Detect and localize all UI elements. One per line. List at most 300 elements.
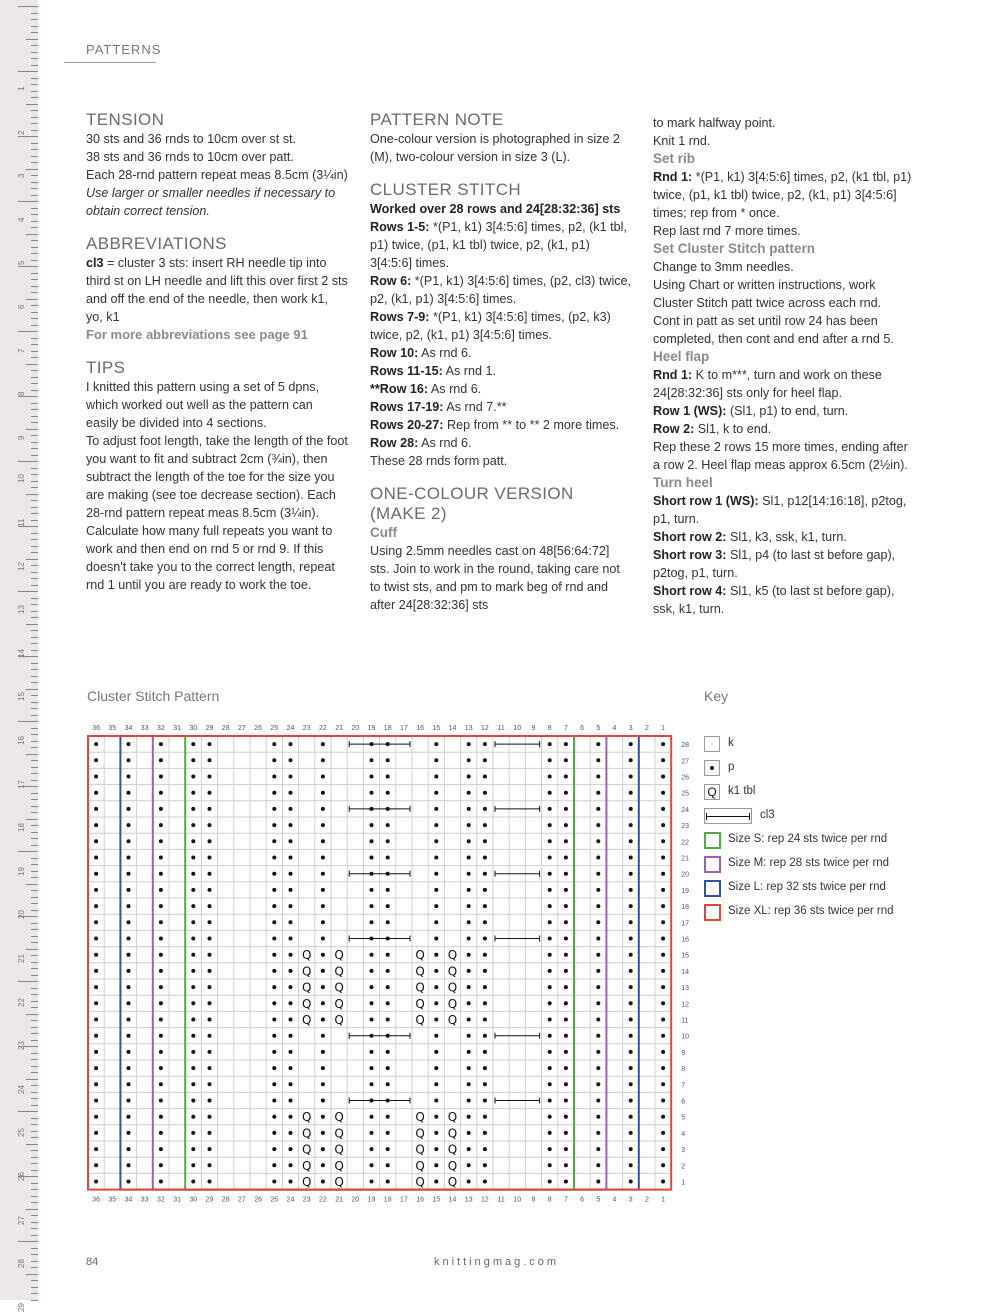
purl-dot <box>94 1082 98 1086</box>
purl-dot <box>94 1034 98 1038</box>
ruler-tick <box>31 149 38 150</box>
ruler-label: 20 <box>17 910 26 920</box>
heel-flap-label: Row 2: <box>653 422 695 436</box>
purl-dot <box>159 953 163 957</box>
purl-dot <box>289 1115 293 1119</box>
column-number-label: 24 <box>286 1196 295 1204</box>
column-2 <box>370 110 632 614</box>
purl-dot <box>370 1131 374 1135</box>
purl-dot <box>321 1034 325 1038</box>
ruler-tick <box>31 565 38 566</box>
column-number-label: 2 <box>644 725 649 732</box>
ruler-tick <box>31 513 38 514</box>
ruler-tick <box>26 624 38 625</box>
purl-dot <box>596 1131 600 1135</box>
purl-dot <box>661 937 665 941</box>
abbreviation-entry <box>86 254 348 326</box>
ruler-tick <box>31 780 38 781</box>
set-rib-repeat: Rep last rnd 7 more times. <box>653 224 801 238</box>
cluster-stitch-intro: Worked over 28 rows and 24[28:32:36] sts <box>370 202 621 216</box>
ruler-tick <box>31 650 38 651</box>
purl-dot <box>127 1180 131 1184</box>
purl-dot <box>548 1147 552 1151</box>
ruler-label: 28 <box>17 1259 26 1269</box>
purl-dot <box>94 1131 98 1135</box>
ruler-tick <box>31 435 38 436</box>
purl-dot <box>661 1131 665 1135</box>
purl-dot <box>370 888 374 892</box>
purl-dot <box>159 1034 163 1038</box>
purl-dot <box>159 920 163 924</box>
ruler-tick <box>31 1098 38 1099</box>
cluster-row <box>370 398 632 416</box>
purl-dot <box>483 953 487 957</box>
row-number-label: 18 <box>681 904 689 912</box>
purl-dot <box>386 758 390 762</box>
cluster-stitch-chart <box>86 718 690 1214</box>
ruler-tick <box>31 45 38 46</box>
row-number-label: 23 <box>681 823 689 831</box>
column-number-label: 16 <box>416 725 424 732</box>
purl-dot <box>127 823 131 827</box>
purl-dot <box>483 1115 487 1119</box>
purl-dot <box>370 953 374 957</box>
purl-dot <box>661 920 665 924</box>
purl-dot <box>467 1050 471 1054</box>
purl-dot <box>564 839 568 843</box>
column-number-label: 30 <box>189 1196 198 1204</box>
ruler-label: 7 <box>17 348 26 353</box>
purl-dot <box>467 1115 471 1119</box>
purl-dot <box>386 839 390 843</box>
purl-dot <box>434 1066 438 1070</box>
row-number-label: 21 <box>681 855 689 863</box>
purl-dot <box>467 985 471 989</box>
purl-dot <box>94 1163 98 1167</box>
purl-dot <box>272 985 276 989</box>
ruler-tick <box>31 52 38 53</box>
ruler-tick <box>18 136 38 137</box>
ruler-tick <box>31 936 38 937</box>
ruler-tick <box>31 572 38 573</box>
column-number-label: 1 <box>661 1196 666 1204</box>
column-number-label: 6 <box>580 725 585 732</box>
ruler-tick <box>18 201 38 202</box>
cluster-row-text: As rnd 6. <box>418 346 472 360</box>
purl-dot <box>272 1066 276 1070</box>
ruler-tick <box>31 715 38 716</box>
purl-dot <box>127 758 131 762</box>
column-number-label: 33 <box>140 1196 149 1204</box>
purl-dot <box>564 791 568 795</box>
ruler-tick <box>31 897 38 898</box>
ruler-tick <box>31 975 38 976</box>
ruler-tick <box>31 91 38 92</box>
ruler-tick <box>31 1157 38 1158</box>
ruler-tick <box>31 97 38 98</box>
k1-tbl-mark: Ԛ <box>415 1126 425 1141</box>
row-number-label: 19 <box>681 887 689 895</box>
ruler-tick <box>31 903 38 904</box>
ruler-tick <box>31 793 38 794</box>
column-number-label: 13 <box>464 725 473 732</box>
purl-dot <box>483 969 487 973</box>
cluster-row-label: Rows 17-19: <box>370 400 444 414</box>
ruler-tick <box>31 1222 38 1223</box>
purl-dot <box>370 1001 374 1005</box>
cluster-row <box>370 416 632 434</box>
purl-dot <box>94 1050 98 1054</box>
k1-tbl-mark: Ԛ <box>334 980 344 995</box>
purl-dot <box>159 904 163 908</box>
purl-dot <box>289 823 293 827</box>
column-number-label: 9 <box>531 1196 536 1204</box>
ruler-tick <box>31 507 38 508</box>
purl-dot <box>272 856 276 860</box>
purl-dot <box>629 807 633 811</box>
column-number-label: 1 <box>661 725 666 732</box>
heel-flap-row <box>653 402 915 420</box>
purl-dot <box>483 1082 487 1086</box>
purl-dot <box>127 1001 131 1005</box>
purl-dot <box>321 742 325 746</box>
purl-dot <box>191 953 195 957</box>
knit-symbol-icon <box>704 736 720 752</box>
short-row <box>653 546 915 582</box>
purl-dot <box>483 1034 487 1038</box>
purl-dot <box>159 969 163 973</box>
k1-tbl-mark: Ԛ <box>415 1110 425 1125</box>
ruler-tick <box>18 331 38 332</box>
ruler-tick <box>31 344 38 345</box>
ruler-label: 5 <box>17 260 26 266</box>
set-rib-row <box>653 168 915 222</box>
purl-dot <box>483 823 487 827</box>
purl-dot <box>596 969 600 973</box>
k1-tbl-mark: Ԛ <box>301 980 312 995</box>
purl-dot <box>94 985 98 989</box>
ruler-tick <box>31 910 38 911</box>
purl-dot <box>548 758 552 762</box>
ruler-tick <box>31 643 38 644</box>
purl-dot <box>191 1050 195 1054</box>
purl-dot <box>289 1099 293 1103</box>
purl-dot <box>467 888 471 892</box>
set-cluster-text: Using Chart or written instructions, work Cluster Stitch patt twice across each rnd. <box>653 278 882 310</box>
ruler-label: 14 <box>17 648 26 658</box>
ruler-tick <box>31 1189 38 1190</box>
purl-dot <box>127 775 131 779</box>
ruler-label: 9 <box>17 435 26 440</box>
ruler-tick <box>31 273 38 274</box>
ruler-tick <box>26 949 38 950</box>
pattern-note-heading: PATTERN NOTE <box>370 110 504 129</box>
ruler-tick <box>31 409 38 410</box>
purl-dot <box>661 985 665 989</box>
purl-dot <box>386 1066 390 1070</box>
purl-dot <box>467 904 471 908</box>
purl-dot <box>127 1050 131 1054</box>
ruler-tick <box>31 767 38 768</box>
purl-dot <box>434 775 438 779</box>
ruler-tick <box>31 1287 38 1288</box>
purl-dot <box>548 937 552 941</box>
column-number-label: 30 <box>189 725 198 732</box>
cluster-row-label: Rows 11-15: <box>370 364 443 378</box>
ruler-tick <box>31 279 38 280</box>
purl-dot <box>94 839 98 843</box>
column-number-label: 27 <box>238 1196 246 1204</box>
purl-dot <box>321 807 325 811</box>
short-row-label: Short row 1 (WS): <box>653 494 759 508</box>
ruler-tick <box>31 448 38 449</box>
ruler-tick <box>31 1066 38 1067</box>
purl-dot <box>191 807 195 811</box>
purl-dot <box>434 856 438 860</box>
purl-dot <box>386 1180 390 1184</box>
ruler-label: 12 <box>17 561 26 571</box>
ruler-tick <box>31 312 38 313</box>
purl-dot <box>386 1082 390 1086</box>
purl-dot <box>191 758 195 762</box>
ruler-tick <box>31 799 38 800</box>
ruler-tick <box>26 1274 38 1275</box>
k1-tbl-mark: Ԛ <box>447 1013 458 1027</box>
purl-dot <box>483 856 487 860</box>
k1-tbl-mark: Ԛ <box>334 1175 344 1189</box>
purl-dot <box>661 1066 665 1070</box>
k1-tbl-mark: Ԛ <box>447 1110 458 1125</box>
purl-dot <box>159 1099 163 1103</box>
purl-dot <box>272 1034 276 1038</box>
purl-dot <box>467 1180 471 1184</box>
ruler-tick <box>31 617 38 618</box>
column-number-label: 31 <box>173 1196 181 1204</box>
row-number-label: 13 <box>681 985 689 993</box>
ruler-label: 22 <box>17 997 26 1007</box>
heel-flap-text: (Sl1, p1) to end, turn. <box>726 404 849 418</box>
ruler-tick <box>31 578 38 579</box>
purl-dot <box>596 742 600 746</box>
purl-dot <box>94 742 98 746</box>
purl-dot <box>321 775 325 779</box>
short-row-text: Sl1, p4 (to last st before gap), p2tog, p1, turn. <box>653 548 896 580</box>
purl-dot <box>321 1115 325 1119</box>
key-label: cl3 <box>760 809 775 821</box>
k1-tbl-mark: Ԛ <box>415 1175 425 1189</box>
purl-dot <box>159 1050 163 1054</box>
purl-dot <box>127 888 131 892</box>
purl-dot <box>159 791 163 795</box>
purl-dot <box>370 758 374 762</box>
row-number-label: 28 <box>681 742 689 750</box>
purl-dot <box>127 969 131 973</box>
purl-dot <box>564 1001 568 1005</box>
short-row-text: Sl1, k5 (to last st before gap), ssk, k1, turn. <box>653 584 895 616</box>
column-number-label: 23 <box>302 1196 311 1204</box>
purl-dot <box>289 1131 293 1135</box>
purl-dot <box>629 1066 633 1070</box>
key-label: Size XL: rep 36 sts twice per rnd <box>728 905 894 917</box>
ruler-tick <box>31 760 38 761</box>
short-row <box>653 492 915 528</box>
purl-dot <box>94 953 98 957</box>
column-number-label: 8 <box>547 725 552 732</box>
purl-dot <box>191 1099 195 1103</box>
k1-tbl-mark: Ԛ <box>415 1013 425 1027</box>
ruler-tick <box>26 559 38 560</box>
purl-dot <box>596 920 600 924</box>
purl-dot <box>483 985 487 989</box>
k1-tbl-mark: Ԛ <box>447 1142 458 1157</box>
k1-tbl-mark: Ԛ <box>301 1142 312 1157</box>
ruler-tick <box>31 78 38 79</box>
k1-tbl-mark: Ԛ <box>334 1013 344 1027</box>
tips-paragraph: I knitted this pattern using a set of 5 dpns, which worked out well as the pattern can easily be divided into 4 sections. <box>86 380 320 430</box>
purl-dot <box>127 1082 131 1086</box>
purl-dot <box>370 904 374 908</box>
purl-dot <box>434 872 438 876</box>
purl-dot <box>564 904 568 908</box>
purl-dot <box>434 969 438 973</box>
column-number-label: 8 <box>547 1196 552 1204</box>
chart-title: Cluster Stitch Pattern <box>87 688 220 704</box>
purl-dot <box>289 775 293 779</box>
purl-dot <box>564 1115 568 1119</box>
set-rib-heading: Set rib <box>653 151 696 166</box>
ruler-tick <box>31 240 38 241</box>
column-number-label: 22 <box>319 725 327 732</box>
ruler-tick <box>18 851 38 852</box>
ruler-tick <box>31 1137 38 1138</box>
ruler-tick <box>26 1079 38 1080</box>
purl-dot <box>661 758 665 762</box>
purl-dot <box>661 1018 665 1022</box>
purl-dot <box>661 1099 665 1103</box>
purl-dot <box>191 856 195 860</box>
purl-dot <box>127 856 131 860</box>
ruler-tick <box>31 812 38 813</box>
ruler-tick <box>18 591 38 592</box>
purl-dot <box>272 1131 276 1135</box>
short-row-label: Short row 4: <box>653 584 727 598</box>
purl-dot <box>434 791 438 795</box>
purl-dot <box>434 1082 438 1086</box>
cluster-row <box>370 308 632 344</box>
ruler-tick <box>31 156 38 157</box>
purl-dot <box>434 888 438 892</box>
ruler-label: 26 <box>17 1172 26 1181</box>
purl-dot <box>434 823 438 827</box>
purl-dot <box>272 1082 276 1086</box>
ruler-tick <box>26 1209 38 1210</box>
ruler-tick <box>31 65 38 66</box>
purl-dot <box>483 1018 487 1022</box>
purl-dot <box>272 758 276 762</box>
purl-dot <box>289 1001 293 1005</box>
purl-dot <box>386 823 390 827</box>
ruler-tick <box>31 611 38 612</box>
ruler-tick <box>31 357 38 358</box>
column-number-label: 10 <box>513 725 522 732</box>
ruler-label: 10 <box>17 474 26 484</box>
ruler-tick <box>31 221 38 222</box>
purl-dot <box>370 823 374 827</box>
row-number-label: 3 <box>681 1147 686 1155</box>
purl-dot <box>191 1001 195 1005</box>
ruler-tick <box>18 981 38 982</box>
heel-flap-row <box>653 366 915 402</box>
purl-dot <box>272 775 276 779</box>
purl-dot <box>272 1001 276 1005</box>
column-number-label: 21 <box>335 725 343 732</box>
purl-dot <box>386 1163 390 1167</box>
purl-dot <box>370 1066 374 1070</box>
purl-dot <box>629 823 633 827</box>
purl-dot <box>289 758 293 762</box>
purl-dot <box>596 1034 600 1038</box>
ruler-tick <box>31 416 38 417</box>
column-number-label: 17 <box>400 725 408 732</box>
purl-dot <box>548 1018 552 1022</box>
purl-dot <box>159 1082 163 1086</box>
pattern-note-text: One-colour version is photographed in size 2 (M), two-colour version in size 3 (L). <box>370 132 620 164</box>
ruler-tick <box>31 32 38 33</box>
purl-dot <box>94 758 98 762</box>
purl-dot <box>483 1001 487 1005</box>
purl-dot <box>208 1115 212 1119</box>
purl-dot <box>191 823 195 827</box>
purl-dot <box>272 1050 276 1054</box>
purl-dot <box>208 775 212 779</box>
purl-dot <box>467 1034 471 1038</box>
purl-dot <box>94 1147 98 1151</box>
cluster-row <box>370 272 632 308</box>
purl-dot <box>272 920 276 924</box>
purl-dot <box>483 1099 487 1103</box>
ruler-tick <box>31 1254 38 1255</box>
purl-dot <box>548 742 552 746</box>
column-number-label: 35 <box>108 725 117 732</box>
purl-dot <box>564 1131 568 1135</box>
purl-dot <box>548 1001 552 1005</box>
column-number-label: 4 <box>612 1196 617 1204</box>
ruler-tick <box>31 130 38 131</box>
ruler-tick <box>26 819 38 820</box>
ruler-tick <box>31 1007 38 1008</box>
purl-dot <box>548 775 552 779</box>
column-3 <box>653 114 915 618</box>
purl-dot <box>208 1018 212 1022</box>
ruler-tick <box>31 734 38 735</box>
purl-dot <box>289 985 293 989</box>
size-color-swatch-icon <box>704 832 721 849</box>
purl-dot <box>548 985 552 989</box>
purl-dot <box>94 888 98 892</box>
purl-dot <box>208 1066 212 1070</box>
purl-dot <box>434 904 438 908</box>
purl-dot <box>289 1180 293 1184</box>
ruler-tick <box>31 669 38 670</box>
abbreviations-more-link[interactable]: For more abbreviations see page 91 <box>86 327 308 342</box>
purl-dot <box>321 839 325 843</box>
purl-dot <box>483 1131 487 1135</box>
purl-dot <box>548 1050 552 1054</box>
ruler-tick <box>31 702 38 703</box>
row-number-label: 14 <box>681 968 689 976</box>
ruler-tick <box>31 520 38 521</box>
purl-dot <box>208 953 212 957</box>
